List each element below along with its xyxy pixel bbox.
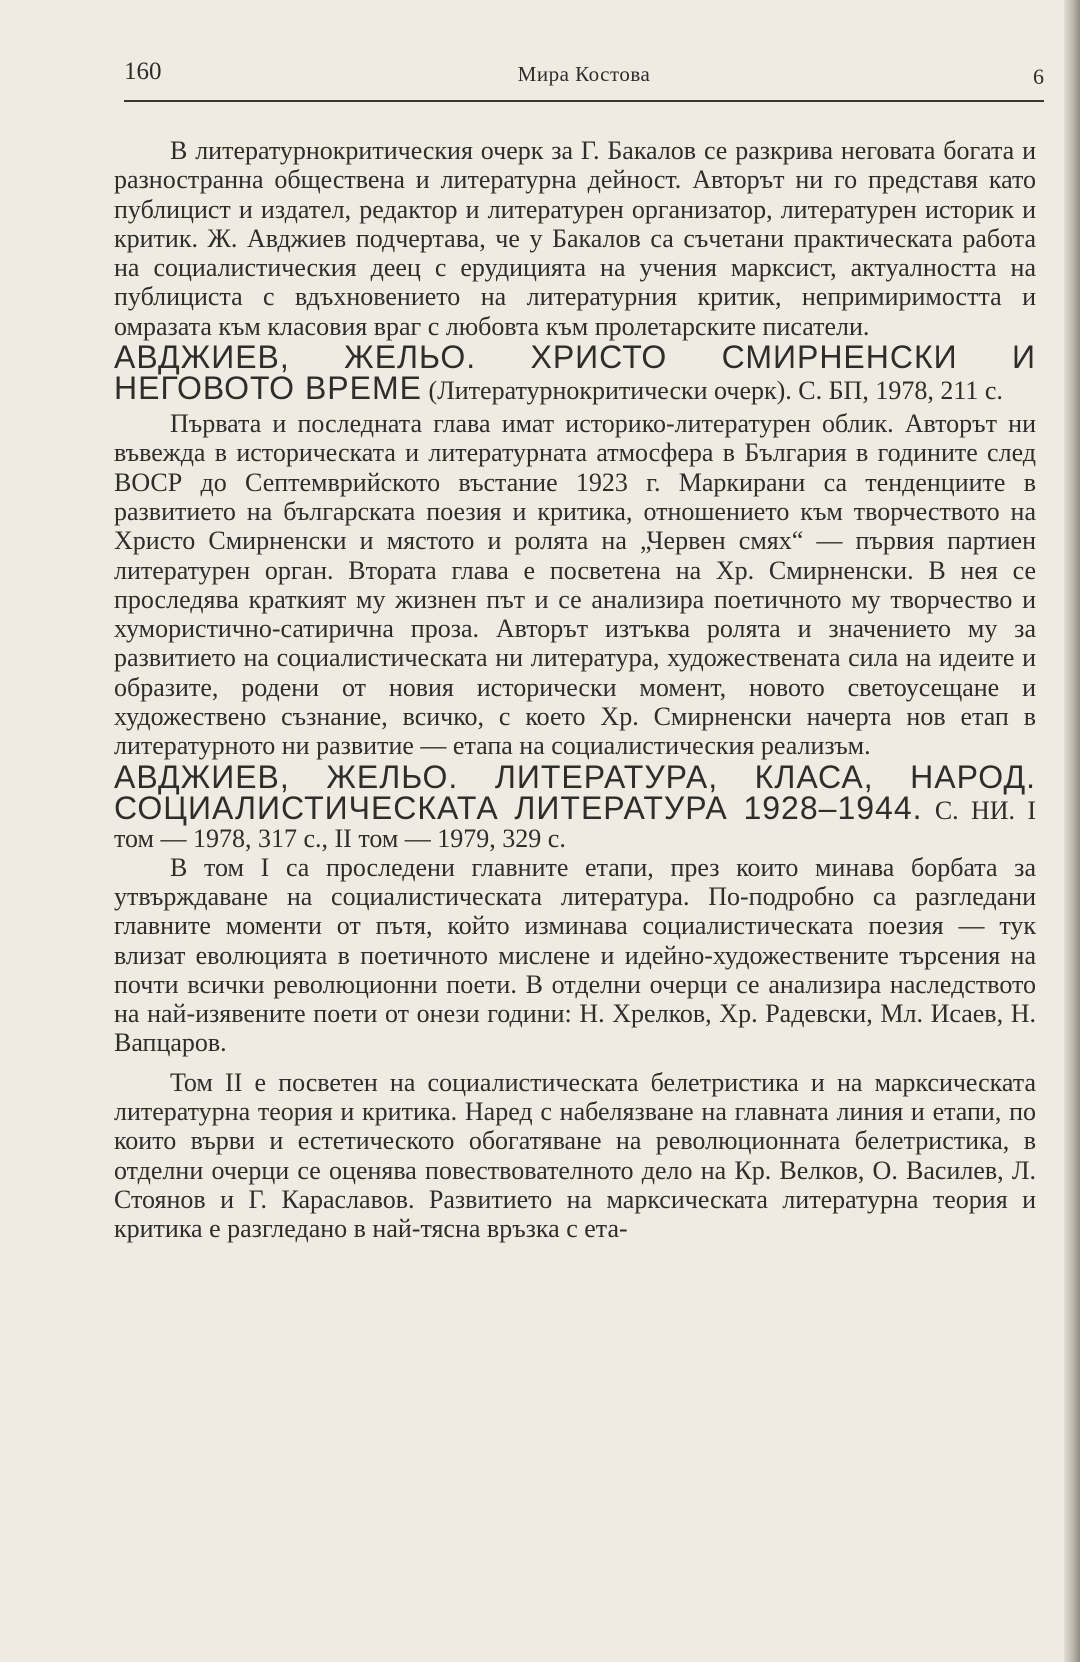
paragraph-bakalov: В литературнокритическия очерк за Г. Бакалов се разкрива неговата богата и разностранна обществена и литературна дейност. Авторът ни го представя като публицист и издател, редактор и литературен организатор, литературен историк и критик. Ж. Авджиев подчертава, че у Бакалов са съчетани практическата работа на социалистическия деец с ерудицията на учения марксист, актуалността на публициста с вдъхновението на литературния критик, непримиримостта и омразата към класовия враг с любовта към пролетарските писатели.	[114, 136, 1036, 341]
page-body	[114, 136, 1036, 1244]
bibliographic-entry-smirnenski	[114, 339, 1036, 407]
running-title: Мира Костова	[517, 62, 651, 86]
entry-details: С. НИ. I том — 1978, 317 с., II том — 1979, 329 с.	[114, 795, 1037, 853]
paragraph-volume-one: В том I са проследени главните етапи, през които минава борбата за утвърждаване на социалистическата литература. По-подробно са разгледани главните моменти от пътя, който изминава социалистическата поезия — тук влизат еволюцията в поетичното мислене и идейно-художествените търсения на почти всички революционни поети. В отделни очерци се анализира наследството на най-изявените поети от онези години: Н. Хрелков, Хр. Радевски, Мл. Исаев, Н. Вапцаров.	[114, 852, 1036, 1058]
paragraph-volume-two: Том II е посветен на социалистическата белетристика и на марксическата литературна теория и критика. Наред с набелязване на главната линия и етапи, по които върви и естетическото обогатяване на революционната белетристика, в отделни очерци се оценява повествователното дело на Кр. Велков, О. Василев, Л. Стоянов и Г. Караславов. Развитието на марксическата литературна теория и критика е разгледано в най-тясна връзка с ета-	[114, 1067, 1036, 1244]
signature-mark: 6	[1033, 64, 1044, 89]
bibliographic-entry-literatura	[114, 758, 1037, 853]
entry-title: АВДЖИЕВ, ЖЕЛЬО. ХРИСТО СМИРНЕНСКИ И НЕГОВОТО ВРЕМЕ	[114, 339, 1036, 407]
paragraph-gap	[114, 1058, 1036, 1068]
page-header	[124, 58, 1044, 92]
entry-title: АВДЖИЕВ, ЖЕЛЬО. ЛИТЕРАТУРА, КЛАСА, НАРОД. СОЦИАЛИСТИЧЕСКАТА ЛИТЕРАТУРА 1928–1944.	[114, 758, 1036, 826]
entry-details: (Литературнокритически очерк). С. БП, 1978, 211 с.	[421, 376, 1003, 406]
header-rule	[124, 100, 1044, 102]
page-edge-shadow	[1064, 0, 1080, 1662]
paragraph-smirnenski: Първата и последната глава имат историко-литературен облик. Авторът ни въвежда в историческата и литературната атмосфера в България в годините след ВОСР до Септемврийското въстание 1923 г. Маркирани са тенденциите в развитието на българската поезия и критика, отношението към творчеството на Христо Смирненски и мястото и ролята на „Червен смях“ — първия партиен литературен орган. Втората глава е посветена на Хр. Смирненски. В нея се проследява краткият му жизнен път и се анализира поетичното му творчество и хумористично-сатирична проза. Авторът изтъква ролята и значението му за развитието на социалистическата ни литература, художествената сила на идеите и образите, родени от новия исторически момент, новото светоусещане и художествено съзнание, всичко, с което Хр. Смирненски начерта нов етап в литературното ни развитие — етапа на социалистическия реализъм.	[114, 409, 1036, 761]
page-number: 160	[124, 58, 162, 85]
